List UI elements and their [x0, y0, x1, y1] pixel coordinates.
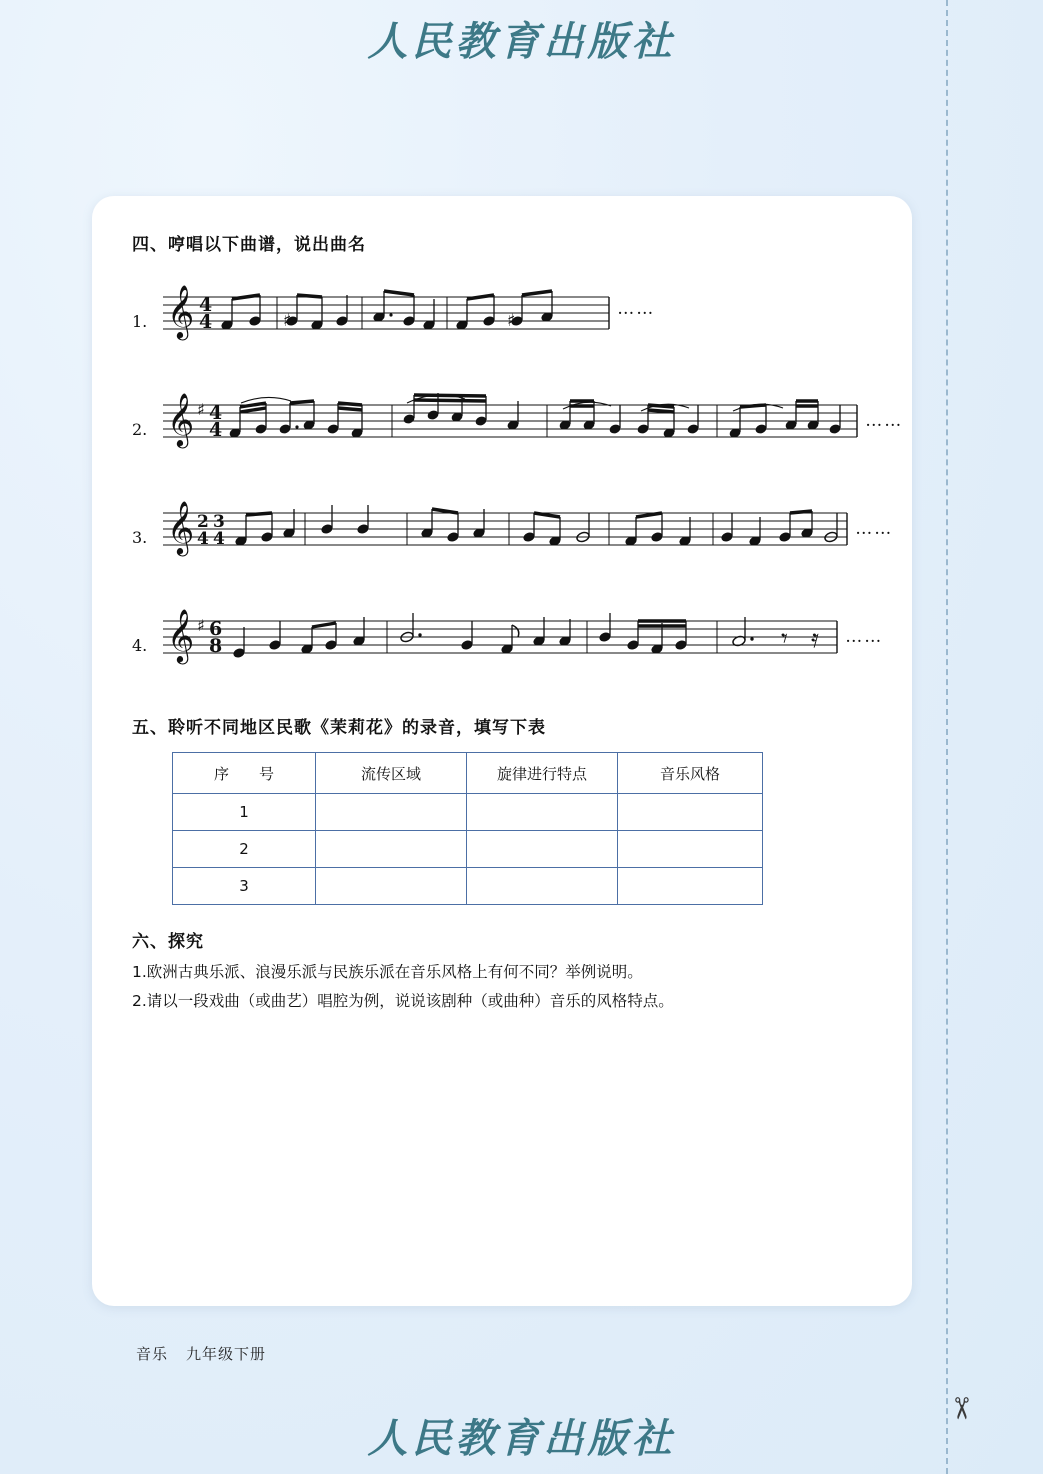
svg-text:8: 8	[209, 635, 223, 657]
svg-text:4: 4	[197, 529, 210, 549]
worksheet-card	[92, 196, 912, 1306]
svg-text:6: 6	[209, 618, 223, 640]
svg-text:𝄞: 𝄞	[167, 500, 195, 554]
svg-text:♯: ♯	[197, 400, 206, 419]
svg-text:4: 4	[199, 294, 213, 316]
row-2-index: 2	[173, 831, 316, 868]
svg-text:𝄞: 𝄞	[167, 284, 195, 338]
row-3-melody[interactable]	[467, 868, 618, 905]
svg-text:2: 2	[197, 512, 210, 532]
music-staff-4	[132, 595, 884, 687]
scissors-icon: ✂	[943, 1395, 977, 1422]
svg-text:𝄿: 𝄿	[811, 624, 820, 654]
svg-text:4: 4	[209, 419, 223, 441]
table-header-cell-0: 序 号	[173, 753, 316, 794]
row-2-melody[interactable]	[467, 831, 618, 868]
svg-text:3: 3	[213, 512, 226, 532]
table-row	[173, 868, 763, 905]
staff-4-ellipsis: ……	[845, 627, 884, 647]
staff-1-ellipsis: ……	[617, 299, 656, 319]
svg-text:4: 4	[213, 529, 226, 549]
table-row	[173, 794, 763, 831]
row-3-style[interactable]	[618, 868, 763, 905]
staff-1-number: 1.	[132, 311, 148, 331]
table-header-cell-1: 流传区域	[316, 753, 467, 794]
table-header-row	[173, 753, 763, 794]
section-6-question-1: 1.欧洲古典乐派、浪漫乐派与民族乐派在音乐风格上有何不同？举例说明。	[132, 963, 643, 981]
row-3-region[interactable]	[316, 868, 467, 905]
staff-1-notation	[157, 271, 917, 363]
section-4-title: 四、哼唱以下曲谱，说出曲名	[132, 235, 366, 255]
svg-text:♯: ♯	[197, 616, 206, 635]
staff-2-ellipsis: ……	[865, 411, 904, 431]
row-1-style[interactable]	[618, 794, 763, 831]
row-1-melody[interactable]	[467, 794, 618, 831]
staff-3-notation	[157, 487, 917, 579]
folk-song-table	[172, 752, 763, 905]
publisher-watermark-top: 人民教育出版社	[367, 18, 676, 65]
staff-4-notation	[157, 595, 917, 687]
row-3-index: 3	[173, 868, 316, 905]
row-1-index: 1	[173, 794, 316, 831]
staff-2-number: 2.	[132, 419, 148, 439]
row-1-region[interactable]	[316, 794, 467, 831]
staff-4-number: 4.	[132, 635, 148, 655]
music-staff-1	[132, 271, 872, 363]
svg-text:𝄾: 𝄾	[781, 624, 789, 654]
table-header-cell-3: 音乐风格	[618, 753, 763, 794]
svg-text:𝄞: 𝄞	[167, 392, 195, 446]
music-staff-3	[132, 487, 894, 579]
folk-song-table-wrap	[172, 752, 872, 905]
page-footer	[136, 1343, 266, 1364]
svg-text:4: 4	[209, 402, 223, 424]
svg-text:𝄞: 𝄞	[167, 608, 195, 662]
section-6-question-2: 2.请以一段戏曲（或曲艺）唱腔为例，说说该剧种（或曲种）音乐的风格特点。	[132, 991, 674, 1010]
footer-subject: 音乐	[136, 1345, 169, 1363]
staff-3-ellipsis: ……	[855, 519, 894, 539]
footer-grade: 九年级下册	[186, 1345, 267, 1363]
cut-line	[946, 0, 948, 1474]
svg-text:4: 4	[199, 311, 213, 333]
row-2-style[interactable]	[618, 831, 763, 868]
svg-text:♯: ♯	[507, 311, 516, 331]
table-row	[173, 831, 763, 868]
section-5-title: 五、聆听不同地区民歌《茉莉花》的录音，填写下表	[132, 718, 546, 738]
staff-3-number: 3.	[132, 527, 148, 547]
section-6-title: 六、探究	[132, 932, 204, 952]
row-2-region[interactable]	[316, 831, 467, 868]
table-header-cell-2: 旋律进行特点	[467, 753, 618, 794]
publisher-watermark-bottom: 人民教育出版社	[367, 1415, 676, 1462]
svg-text:♯: ♯	[283, 311, 292, 331]
staff-2-notation	[157, 379, 917, 471]
music-staff-2	[132, 379, 904, 471]
